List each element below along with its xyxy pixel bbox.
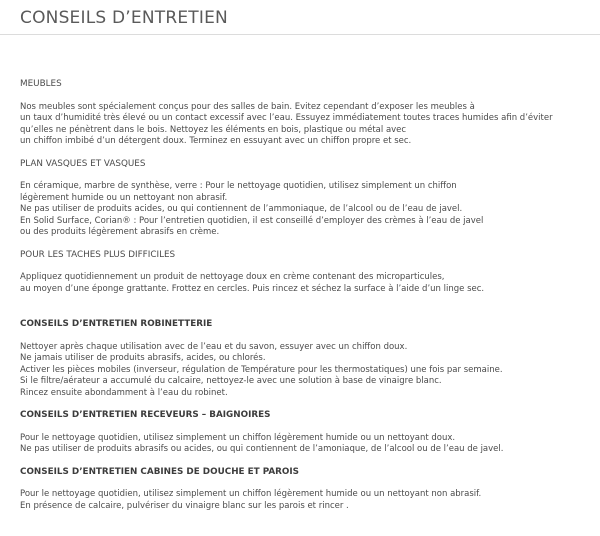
section-plan-vasques — [20, 159, 592, 239]
section-heading: MEUBLES — [20, 79, 62, 89]
section-heading: PLAN VASQUES ET VASQUES — [20, 158, 146, 169]
section-heading: CONSEILS D’ENTRETIEN CABINES DE DOUCHE ET PAROIS — [20, 466, 300, 477]
section-taches — [20, 250, 592, 296]
section-heading: POUR LES TACHES PLUS DIFFICILES — [20, 249, 176, 260]
title-divider — [0, 34, 600, 35]
section-text: Appliquez quotidiennement un produit de nettoyage doux en crème contenant des microparticules, au moyen d’une éponge grattante. Frottez en cercles. Puis rincez et séchez la surface à l’aide d’un linge sec. — [20, 272, 485, 294]
section-heading: CONSEILS D’ENTRETIEN ROBINETTERIE — [20, 319, 213, 329]
section-text: Pour le nettoyage quotidien, utilisez simplement un chiffon légèrement humide ou un nettoyant doux. Ne pas utiliser de produits abrasifs ou acides, ou qui contiennent de l’amoniaque, de l’alcool ou de l’eau de javel. — [20, 432, 504, 454]
section-receveurs — [20, 410, 592, 456]
document-body — [20, 79, 592, 512]
section-text: Nos meubles sont spécialement conçus pour des salles de bain. Evitez cependant d’exposer les meubles à un taux d’humidité très élevé ou un contact excessif avec l’eau. Essuyez immédiatement toutes traces humides afin d’éviter qu’elles ne pénètrent dans le bois. Nettoyez les éléments en bois, plastique ou métal avec un chiffon imbibé d’un détergent doux. Terminez en essuyant avec un chiffon propre et sec. — [20, 101, 553, 146]
section-text: En céramique, marbre de synthèse, verre : Pour le nettoyage quotidien, utilisez simplement un chiffon légèrement humide ou un nettoyant non abrasif. Ne pas utiliser de produits acides, ou qui contiennent de l’ammoniaque, de l’alcool ou de l’eau de javel. En Solid Surface, Corian® : Pour l’entretien quotidien, il est conseillé d’employer des crèmes à l’eau de javel ou des produits légèrement abrasifs en crème. — [20, 181, 484, 237]
section-cabines — [20, 467, 592, 513]
section-text: Pour le nettoyage quotidien, utilisez simplement un chiffon légèrement humide ou un nettoyant non abrasif. En présence de calcaire, pulvériser du vinaigre blanc sur les parois et rincer . — [20, 489, 482, 511]
section-heading: CONSEILS D’ENTRETIEN RECEVEURS – BAIGNOIRES — [20, 410, 271, 420]
page-title: CONSEILS D’ENTRETIEN — [20, 8, 228, 28]
section-meubles — [20, 79, 592, 148]
section-text: Nettoyer après chaque utilisation avec de l’eau et du savon, essuyer avec un chiffon doux. Ne jamais utiliser de produits abrasifs, acides, ou chlorés. Activer les pièces mobiles (inverseur, régulation de Température pour les thermostatiques) une fois par semaine. Si le filtre/aérateur a accumulé du calcaire, nettoyez-le avec une solution à base de vinaigre blanc. Rincez ensuite abondamment à l’eau du robinet. — [20, 341, 503, 398]
section-robinetterie — [20, 319, 592, 399]
